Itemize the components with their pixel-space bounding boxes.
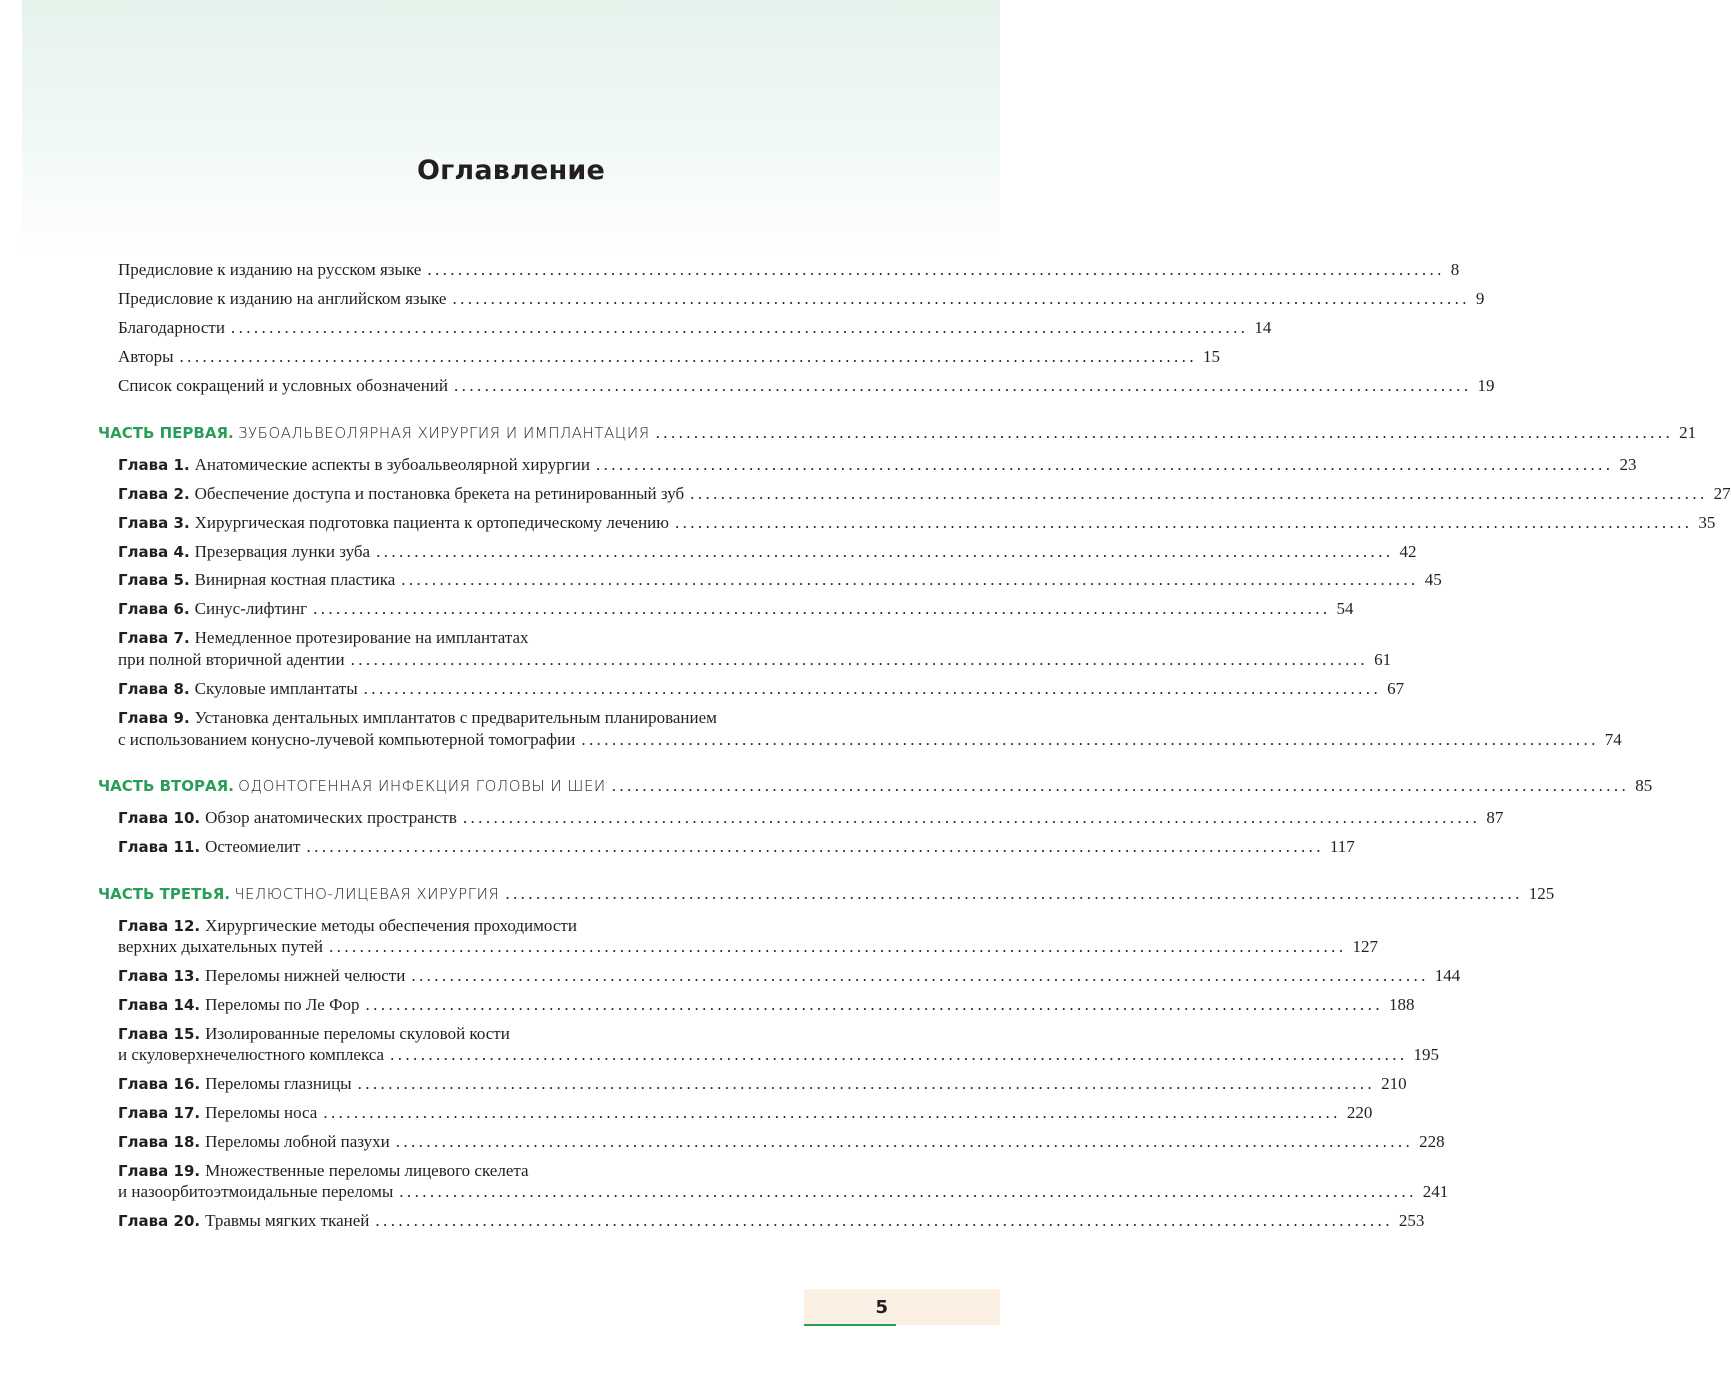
leader-dots: ..................................................................................................................................... [395, 1132, 1414, 1151]
part-title: ЧЕЛЮСТНО-ЛИЦЕВАЯ ХИРУРГИЯ [234, 885, 500, 903]
toc-page-number: 8 [1450, 260, 1460, 279]
chapter-title-cont: с использованием конусно-лучевой компьютерной томографии [118, 730, 576, 749]
leader-dots: ..................................................................................................................................... [390, 1045, 1408, 1064]
leader-dots: ..................................................................................................................................... [329, 937, 1347, 956]
chapter-number: Глава 12. [118, 917, 201, 935]
chapter-number: Глава 16. [118, 1075, 201, 1093]
toc-entry-abbreviations[interactable] [118, 376, 1495, 400]
chapter-number: Глава 10. [118, 809, 201, 827]
toc-page-number: 144 [1434, 966, 1461, 985]
chapter-title: Скуловые имплантаты [194, 679, 358, 698]
leader-dots: ..................................................................................................................................... [611, 776, 1630, 795]
leader-dots: ..................................................................................................................................... [350, 650, 1369, 669]
chapter-title: Изолированные переломы скуловой кости [205, 1024, 510, 1043]
leader-dots: ..................................................................................................................................... [462, 808, 1481, 827]
chapter-title: Хирургическая подготовка пациента к ортопедическому лечению [194, 513, 669, 532]
toc-page-number: 74 [1604, 730, 1622, 749]
chapter-number: Глава 17. [118, 1104, 201, 1122]
toc-page-number: 15 [1202, 347, 1220, 366]
toc-entry-label: Авторы [118, 347, 174, 366]
chapter-title: Винирная костная пластика [194, 570, 396, 589]
toc-chapter-13[interactable] [118, 966, 1461, 990]
chapter-number: Глава 6. [118, 600, 190, 618]
chapter-title: Травмы мягких тканей [205, 1211, 370, 1230]
chapter-title: Синус-лифтинг [194, 599, 308, 618]
chapter-number: Глава 8. [118, 680, 190, 698]
leader-dots: ..................................................................................................................................... [313, 599, 1331, 618]
toc-page-number: 19 [1477, 376, 1495, 395]
toc-chapter-8[interactable] [118, 679, 1405, 703]
chapter-title: Переломы носа [205, 1103, 318, 1122]
chapter-number: Глава 2. [118, 485, 190, 503]
toc-page-number: 241 [1422, 1182, 1449, 1201]
leader-dots: ..................................................................................................................................... [674, 513, 1693, 532]
toc-page-number: 54 [1336, 599, 1354, 618]
chapter-number: Глава 4. [118, 543, 190, 561]
leader-dots: ..................................................................................................................................... [690, 484, 1708, 503]
part-number: ЧАСТЬ ТРЕТЬЯ. [98, 885, 231, 903]
leader-dots: ..................................................................................................................................... [454, 376, 1472, 395]
chapter-title: Множественные переломы лицевого скелета [205, 1161, 529, 1180]
toc-chapter-19[interactable] [118, 1182, 1449, 1206]
leader-dots: ..................................................................................................................................... [401, 570, 1419, 589]
toc-chapter-11[interactable] [118, 837, 1355, 861]
chapter-number: Глава 20. [118, 1212, 201, 1230]
toc-chapter-16[interactable] [118, 1074, 1407, 1098]
toc-page-number: 85 [1635, 776, 1653, 795]
leader-dots: ..................................................................................................................................... [505, 884, 1523, 903]
leader-dots: ..................................................................................................................................... [581, 730, 1599, 749]
toc-page-number: 35 [1698, 513, 1716, 532]
chapter-title: Немедленное протезирование на имплантатах [194, 628, 529, 647]
toc-page-number: 14 [1254, 318, 1272, 337]
leader-dots: ..................................................................................................................................... [595, 455, 1614, 474]
chapter-title-cont: верхних дыхательных путей [118, 937, 324, 956]
toc-chapter-3[interactable] [118, 513, 1716, 537]
toc-chapter-9-line-1[interactable] [118, 708, 717, 728]
toc-page-number: 210 [1381, 1074, 1407, 1093]
toc-page-number: 228 [1419, 1132, 1445, 1151]
chapter-number: Глава 11. [118, 838, 201, 856]
toc-part-2[interactable] [98, 776, 1653, 802]
toc-chapter-17[interactable] [118, 1103, 1373, 1127]
chapter-number: Глава 9. [118, 709, 190, 727]
chapter-number: Глава 7. [118, 629, 190, 647]
chapter-title: Переломы лобной пазухи [205, 1132, 390, 1151]
toc-entry-preface-ru[interactable] [118, 260, 1460, 284]
part-title: ОДОНТОГЕННАЯ ИНФЕКЦИЯ ГОЛОВЫ И ШЕИ [238, 777, 606, 795]
leader-dots: ..................................................................................................................................... [306, 837, 1324, 856]
toc-chapter-15[interactable] [118, 1045, 1440, 1069]
toc-page-number: 45 [1424, 570, 1442, 589]
toc-page-number: 23 [1619, 455, 1637, 474]
leader-dots: ..................................................................................................................................... [452, 289, 1470, 308]
toc-chapter-15-line-1[interactable] [118, 1024, 510, 1044]
chapter-number: Глава 3. [118, 514, 190, 532]
chapter-title-cont: и скуловерхнечелюстного комплекса [118, 1045, 385, 1064]
chapter-title: Остеомиелит [205, 837, 301, 856]
toc-page-number: 67 [1387, 679, 1405, 698]
toc-chapter-7-line-1[interactable] [118, 628, 529, 648]
chapter-title: Анатомические аспекты в зубоальвеолярной хирургии [194, 455, 590, 474]
toc-page-number: 127 [1352, 937, 1378, 956]
toc-page-number: 9 [1475, 289, 1485, 308]
chapter-number: Глава 1. [118, 456, 190, 474]
toc-page-number: 188 [1388, 995, 1415, 1014]
leader-dots: ..................................................................................................................................... [399, 1182, 1417, 1201]
toc-chapter-12[interactable] [118, 937, 1378, 961]
toc-entry-authors[interactable] [118, 347, 1220, 371]
leader-dots: ..................................................................................................................................... [427, 260, 1445, 279]
toc-entry-preface-en[interactable] [118, 289, 1485, 313]
toc-page-number: 195 [1413, 1045, 1440, 1064]
chapter-title: Переломы нижней челюсти [205, 966, 406, 985]
page-title: Оглавление [416, 155, 606, 186]
part-number: ЧАСТЬ ВТОРАЯ. [98, 777, 234, 795]
toc-page-number: 42 [1399, 542, 1417, 561]
toc-part-3[interactable] [98, 884, 1555, 910]
toc-chapter-20[interactable] [118, 1211, 1425, 1235]
page-number: 5 [875, 1297, 888, 1318]
leader-dots: ..................................................................................................................................... [655, 423, 1674, 442]
chapter-title: Обеспечение доступа и постановка брекета на ретинированный зуб [194, 484, 685, 503]
leader-dots: ..................................................................................................................................... [179, 347, 1197, 366]
leader-dots: ..................................................................................................................................... [323, 1103, 1341, 1122]
part-number: ЧАСТЬ ПЕРВАЯ. [98, 424, 234, 442]
chapter-title: Презервация лунки зуба [194, 542, 371, 561]
toc-chapter-18[interactable] [118, 1132, 1445, 1156]
chapter-title-cont: при полной вторичной адентии [118, 650, 345, 669]
toc-chapter-6[interactable] [118, 599, 1354, 623]
toc-page-number: 61 [1374, 650, 1392, 669]
toc-entry-label: Благодарности [118, 318, 225, 337]
chapter-number: Глава 14. [118, 996, 201, 1014]
chapter-title: Обзор анатомических пространств [205, 808, 457, 827]
toc-page-number: 220 [1346, 1103, 1373, 1122]
header-tint [22, 0, 1000, 260]
toc-chapter-7[interactable] [118, 650, 1392, 674]
chapter-number: Глава 19. [118, 1162, 201, 1180]
toc-chapter-1[interactable] [118, 455, 1637, 479]
toc-page-number: 21 [1679, 423, 1697, 442]
toc-entry-acknowledgements[interactable] [118, 318, 1272, 342]
part-title: ЗУБОАЛЬВЕОЛЯРНАЯ ХИРУРГИЯ И ИМПЛАНТАЦИЯ [237, 424, 650, 442]
leader-dots: ..................................................................................................................................... [230, 318, 1249, 337]
chapter-title-cont: и назоорбитоэтмоидальные переломы [118, 1182, 394, 1201]
leader-dots: ..................................................................................................................................... [375, 1211, 1393, 1230]
toc-chapter-19-line-1[interactable] [118, 1161, 529, 1181]
leader-dots: ..................................................................................................................................... [363, 679, 1382, 698]
chapter-title: Установка дентальных имплантатов с предварительным планированием [194, 708, 717, 727]
toc-chapter-4[interactable] [118, 542, 1417, 566]
toc-page-number: 117 [1329, 837, 1355, 856]
chapter-number: Глава 13. [118, 967, 201, 985]
chapter-title: Переломы глазницы [205, 1074, 352, 1093]
toc-chapter-12-line-1[interactable] [118, 916, 577, 936]
toc-chapter-5[interactable] [118, 570, 1442, 594]
toc-entry-label: Предисловие к изданию на русском языке [118, 260, 422, 279]
leader-dots: ..................................................................................................................................... [357, 1074, 1376, 1093]
toc-page-number: 253 [1398, 1211, 1425, 1230]
chapter-number: Глава 5. [118, 571, 190, 589]
left-margin-strip [0, 0, 22, 1395]
leader-dots: ..................................................................................................................................... [411, 966, 1429, 985]
toc-chapter-10[interactable] [118, 808, 1504, 832]
toc-chapter-9[interactable] [118, 730, 1622, 754]
toc-entry-label: Список сокращений и условных обозначений [118, 376, 449, 395]
toc-page-number: 27 [1713, 484, 1731, 503]
leader-dots: ..................................................................................................................................... [365, 995, 1383, 1014]
toc-entry-label: Предисловие к изданию на английском языке [118, 289, 447, 308]
chapter-number: Глава 15. [118, 1025, 201, 1043]
chapter-number: Глава 18. [118, 1133, 201, 1151]
toc-page-number: 125 [1528, 884, 1555, 903]
leader-dots: ..................................................................................................................................... [376, 542, 1394, 561]
toc-chapter-14[interactable] [118, 995, 1415, 1019]
chapter-title: Переломы по Ле Фор [205, 995, 360, 1014]
folio-underline [804, 1324, 896, 1326]
chapter-title: Хирургические методы обеспечения проходимости [205, 916, 577, 935]
toc-part-1[interactable] [98, 423, 1697, 449]
toc-chapter-2[interactable] [118, 484, 1731, 508]
toc-page-number: 87 [1486, 808, 1504, 827]
